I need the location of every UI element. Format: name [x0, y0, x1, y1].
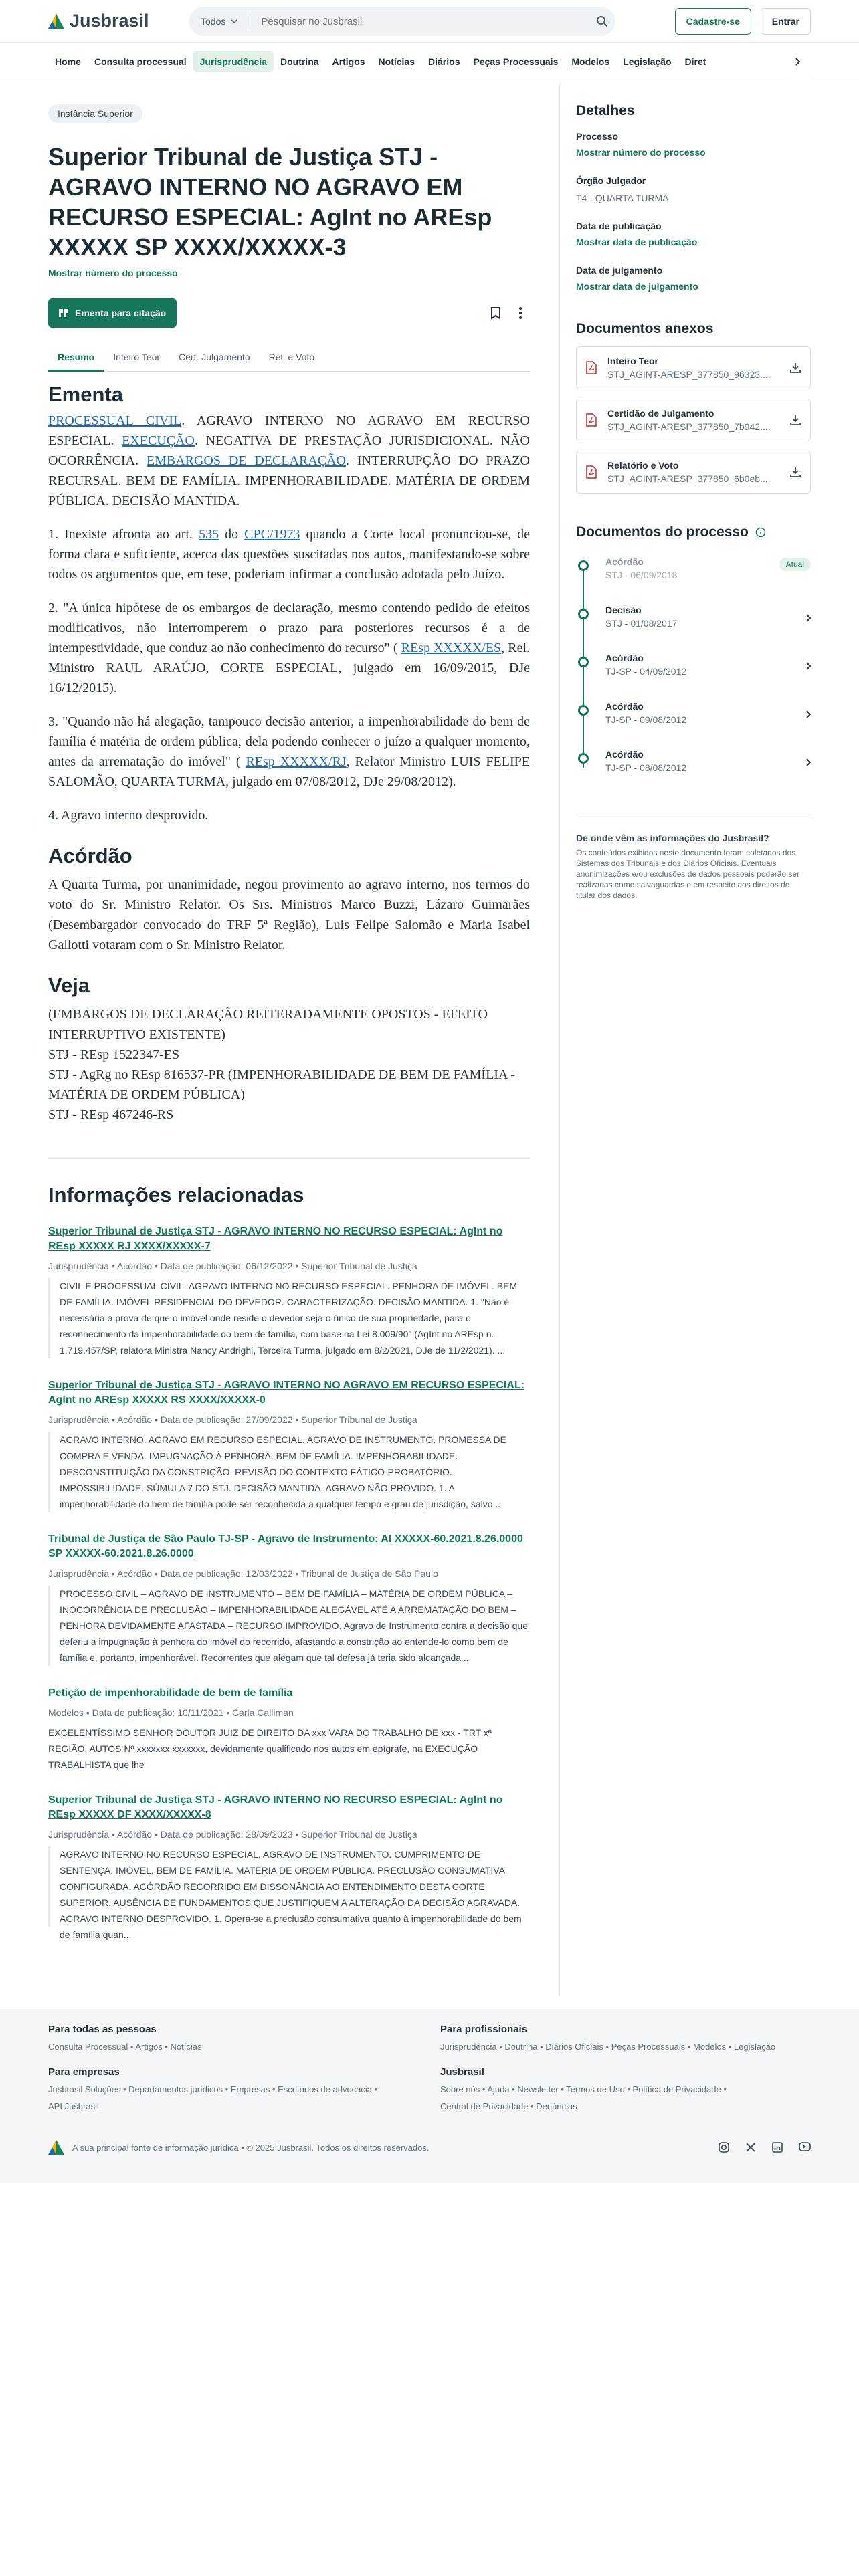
footer-bottom	[48, 2140, 811, 2155]
nav-modelos[interactable]: Modelos	[571, 56, 610, 67]
x-twitter-icon[interactable]	[745, 2142, 756, 2153]
youtube-icon[interactable]	[799, 2142, 811, 2151]
related-item-meta: Jurisprudência • Acórdão • Data de publicação: 06/12/2022 • Superior Tribunal de Justiça	[48, 1261, 417, 1271]
search-icon[interactable]	[589, 15, 615, 27]
current-badge: Atual	[779, 558, 811, 571]
related-item	[48, 1686, 530, 1773]
ementa-body	[48, 411, 530, 825]
quote-icon	[59, 309, 68, 317]
footer-business	[48, 2066, 377, 2111]
attachment-item[interactable]	[576, 346, 811, 389]
legal-link[interactable]: EXECUÇÃO	[122, 433, 195, 448]
tab-cert-julgamento[interactable]: Cert. Julgamento	[179, 351, 250, 362]
timeline-item-name: Acórdão	[605, 653, 644, 663]
attachment-name: Relatório e Voto	[607, 460, 679, 471]
orgao-label: Órgão Julgador	[576, 175, 646, 186]
linkedin-icon[interactable]	[772, 2142, 783, 2153]
timeline-item-sub: TJ-SP - 04/09/2012	[605, 666, 687, 677]
footer-people	[48, 2024, 201, 2052]
footer-links[interactable]: Jurisprudência • Doutrina • Diários Oficiais • Peças Processuais • Modelos • Legislação	[440, 2042, 776, 2052]
related-item	[48, 1378, 530, 1512]
related-item-title[interactable]: Tribunal de Justiça de São Paulo TJ-SP - Agravo de Instrumento: AI XXXXX-60.2021.8.26.0000 SP XXXXX-60.2021.8.26.0000	[48, 1533, 523, 1560]
timeline-dot	[578, 705, 589, 716]
orgao-value: T4 - QUARTA TURMA	[576, 193, 669, 203]
legal-link[interactable]: PROCESSUAL CIVIL	[48, 413, 182, 428]
download-icon[interactable]	[790, 415, 801, 425]
timeline-item[interactable]	[576, 749, 811, 797]
ementa-text: 1. Inexiste afronta ao art.	[48, 527, 193, 542]
chevron-right-icon	[805, 614, 811, 622]
nav-jurisprudencia[interactable]: Jurisprudência	[193, 51, 274, 72]
nav-scroll-right-icon[interactable]	[784, 43, 811, 80]
footer-heading: Para todas as pessoas	[48, 2024, 157, 2035]
main-nav	[0, 43, 859, 80]
search-scope-value: Todos	[201, 16, 226, 27]
nav-artigos[interactable]: Artigos	[332, 56, 365, 67]
related-item	[48, 1224, 530, 1358]
timeline-item[interactable]	[576, 653, 811, 701]
veja-item: STJ - AgRg no REsp 816537-PR (IMPENHORABILIDADE DE BEM DE FAMÍLIA - MATÉRIA DE ORDEM PÚBLICA)	[48, 1067, 515, 1102]
timeline-item[interactable]	[576, 701, 811, 749]
attachment-name: Inteiro Teor	[607, 356, 658, 366]
ementa-text: . INTERRUPÇÃO DO PRAZO RECURSAL. BEM DE FAMÍLIA. IMPENHORABILIDADE. MATÉRIA DE ORDEM PÚBLICA. DECISÃO MANTIDA.	[48, 453, 531, 508]
download-icon[interactable]	[790, 467, 801, 477]
show-judgment-date-link[interactable]: Mostrar data de julgamento	[576, 281, 698, 292]
related-item-snippet: PROCESSO CIVIL – AGRAVO DE INSTRUMENTO – BEM DE FAMÍLIA – MATÉRIA DE ORDEM PÚBLICA – INOCORRÊNCIA DE PRECLUSÃO – IMPENHORABILIDADE ALEGÁVEL ATÉ A ARREMATAÇÃO DO BEM – PENHORA DEVIDAMENTE AFASTADA – RECURSO IMPROVIDO. Agravo de Instrumento contra a decisão que deferiu a impugnação à penhora do imóvel do recorrido, afastando a constrição ao entende-lo como bem de família e, portanto, impenhorável. Recorrentes que alegam que tal defesa já teria sido alcançada...	[48, 1586, 530, 1666]
chevron-right-icon	[805, 662, 811, 670]
page-title: Superior Tribunal de Justiça STJ - AGRAVO INTERNO NO AGRAVO EM RECURSO ESPECIAL: AgInt no AREsp XXXXX SP XXXX/XXXXX-3	[48, 143, 492, 261]
cite-ementa-button[interactable]	[48, 298, 177, 328]
bookmark-icon[interactable]	[491, 307, 500, 319]
ementa-text: quando a Corte local pronunciou-se, de forma clara e suficiente, acerca das questões suscitadas nos autos, manifestando-se sobre todos os argumentos que, em tese, poderiam infirmar a conclusão adotada pelo Juízo.	[48, 527, 530, 582]
veja-item: STJ - REsp 1522347-ES	[48, 1047, 180, 1062]
nav-home[interactable]: Home	[55, 56, 81, 67]
login-button[interactable]: Entrar	[761, 8, 811, 35]
related-item-snippet: AGRAVO INTERNO. AGRAVO EM RECURSO ESPECIAL. AGRAVO DE INSTRUMENTO. PROMESSA DE COMPRA E VENDA. IMPUGNAÇÃO À PENHORA. BEM DE FAMÍLIA. IMPENHORABILIDADE. DESCONSTITUIÇÃO DA CONSTRIÇÃO. REVISÃO DO CONTEXTO FÁTICO-PROBATÓRIO. IMPOSSIBILIDADE. SÚMULA 7 DO STJ. DECISÃO MANTIDA. AGRAVO NÃO PROVIDO. 1. A impenhorabilidade do bem de família pode ser reconhecida a qualquer tempo e grau de jurisdição, salvo...	[48, 1432, 530, 1512]
veja-item: (EMBARGOS DE DECLARAÇÃO REITERADAMENTE OPOSTOS - EFEITO INTERRUPTIVO EXISTENTE)	[48, 1007, 488, 1042]
footer-professionals	[440, 2024, 775, 2052]
timeline-item-name: Decisão	[605, 605, 642, 615]
acordao-heading: Acórdão	[48, 844, 132, 867]
timeline-item	[576, 556, 811, 605]
nav-pecas-processuais[interactable]: Peças Processuais	[473, 56, 559, 67]
document-tabs	[48, 342, 530, 372]
attachment-item[interactable]	[576, 451, 811, 494]
attachment-filename: STJ_AGINT-ARESP_377850_6b0eb....	[607, 473, 771, 484]
cite-ementa-label: Ementa para citação	[75, 308, 167, 318]
divider	[48, 1158, 530, 1159]
ementa-text: 2. "A única hipótese de os embargos de declaração, mesmo contendo pedido de efeitos modificativos, não interromperem o prazo para posteriores recursos é a de intempestividade, que conduz ao não conhecimento do recurso" (	[48, 601, 530, 655]
legal-link[interactable]: CPC/1973	[244, 527, 300, 542]
ementa-paragraph: 4. Agravo interno desprovido.	[48, 808, 209, 823]
chevron-right-icon	[805, 710, 811, 718]
chevron-down-icon	[231, 19, 237, 23]
nav-doutrina[interactable]: Doutrina	[280, 56, 319, 67]
pdf-file-icon	[586, 465, 597, 479]
ementa-text: , Relator Ministro LUIS FELIPE SALOMÃO, QUARTA TURMA, julgado em 07/08/2012, DJe 29/08/2012).	[48, 754, 530, 789]
search-bar	[189, 7, 615, 36]
more-options-icon[interactable]	[519, 307, 522, 319]
instance-badge: Instância Superior	[48, 104, 142, 123]
timeline-item-name: Acórdão	[605, 749, 644, 760]
ementa-text: . AGRAVO INTERNO NO AGRAVO EM RECURSO ESPECIAL.	[48, 413, 530, 448]
chevron-right-icon	[805, 758, 811, 766]
ementa-text: do	[225, 527, 239, 542]
timeline-item-sub: STJ - 01/08/2017	[605, 618, 678, 629]
nav-consulta-processual[interactable]: Consulta processual	[94, 56, 187, 67]
attachment-item[interactable]	[576, 399, 811, 441]
process-docs-title: Documentos do processo	[576, 524, 749, 540]
veja-item: STJ - REsp 467246-RS	[48, 1107, 174, 1122]
related-item-title[interactable]: Superior Tribunal de Justiça STJ - AGRAVO INTERNO NO AGRAVO EM RECURSO ESPECIAL: AgInt no AREsp XXXXX RS XXXX/XXXXX-0	[48, 1380, 525, 1406]
nav-diretorio[interactable]: Diret	[684, 56, 706, 67]
tab-resumo[interactable]: Resumo	[48, 342, 104, 371]
legal-link[interactable]: 535	[199, 527, 219, 542]
ementa-paragraph	[48, 712, 530, 792]
nav-noticias[interactable]: Notícias	[378, 56, 415, 67]
judgment-date-label: Data de julgamento	[576, 265, 663, 276]
pdf-file-icon	[586, 413, 597, 427]
timeline-item[interactable]	[576, 605, 811, 653]
veja-heading: Veja	[48, 974, 90, 997]
show-process-number-link[interactable]: Mostrar número do processo	[48, 267, 178, 278]
ementa-paragraph	[48, 411, 530, 511]
attachment-filename: STJ_AGINT-ARESP_377850_96323....	[607, 369, 771, 380]
timeline-dot	[578, 609, 589, 619]
download-icon[interactable]	[790, 362, 801, 373]
ementa-paragraph	[48, 598, 530, 698]
brand-logo[interactable]	[48, 11, 149, 31]
legal-link[interactable]: REsp XXXXX/RJ	[246, 754, 347, 769]
related-item-meta: Jurisprudência • Acórdão • Data de publicação: 12/03/2022 • Tribunal de Justiça de São Paulo	[48, 1568, 438, 1579]
footer	[0, 2009, 859, 2183]
publication-date-label: Data de publicação	[576, 221, 662, 231]
data-source-text: Os conteúdos exibidos neste documento foram coletados dos Sistemas dos Tribunais e dos Diários Oficiais. Eventuais anonimizações e/ou exclusões de dados pessoais poderão ser realizadas como salvaguardas e em respeito aos direitos do titular dos dados.	[576, 848, 800, 900]
main-content	[48, 104, 531, 1940]
related-item-meta: Modelos • Data de publicação: 10/11/2021 • Carla Calliman	[48, 1707, 294, 1718]
footer-links[interactable]: Jusbrasil Soluções • Departamentos jurídicos • Empresas • Escritórios de advocacia •	[48, 2084, 378, 2095]
timeline-item-sub: STJ - 06/09/2018	[605, 570, 678, 580]
attachment-filename: STJ_AGINT-ARESP_377850_7b942....	[607, 421, 771, 432]
legal-link[interactable]: EMBARGOS DE DECLARAÇÃO	[146, 453, 347, 468]
timeline-item-name: Acórdão	[605, 701, 644, 712]
related-item	[48, 1793, 530, 1940]
related-item-snippet: CIVIL E PROCESSUAL CIVIL. AGRAVO INTERNO NO RECURSO ESPECIAL. PENHORA DE IMÓVEL. BEM DE FAMÍLIA. IMÓVEL RESIDENCIAL DO DEVEDOR. CARACTERIZAÇÃO. DECISÃO MANTIDA. 1. "Não é necessária a prova de que o imóvel onde reside o devedor seja o único de sua propriedade, para o reconhecimento da impenhorabilidade do bem de família, com base na Lei 8.009/90" (AgInt no AREsp n. 1.719.457/SP, relatora Ministra Nancy Andrighi, Terceira Turma, julgado em 8/2/2021, DJe de 11/2/2021). ...	[48, 1278, 530, 1358]
footer-jusbrasil	[440, 2066, 727, 2111]
legal-link[interactable]: REsp XXXXX/ES	[401, 641, 502, 655]
footer-links[interactable]: Sobre nós • Ajuda • Newsletter • Termos de Uso • Política de Privacidade •	[440, 2084, 727, 2095]
ementa-text: , Rel. Ministro RAUL ARAÚJO, CORTE ESPECIAL, julgado em 16/09/2015, DJe 16/12/2015).	[48, 641, 531, 695]
show-publication-date-link[interactable]: Mostrar data de publicação	[576, 237, 698, 247]
related-item-snippet: EXCELENTÍSSIMO SENHOR DOUTOR JUIZ DE DIREITO DA xxx VARA DO TRABALHO DE xxx - TRT xª REGIÃO. AUTOS Nº xxxxxxx xxxxxxx, devidamente qualificado nos autos em epígrafe, na EXECUÇÃO TRABALHISTA que lhe	[48, 1727, 492, 1770]
related-item-snippet: AGRAVO INTERNO NO RECURSO ESPECIAL. AGRAVO DE INSTRUMENTO. CUMPRIMENTO DE SENTENÇA. IMÓVEL. BEM DE FAMÍLIA. MATÉRIA DE ORDEM PÚBLICA. PRECLUSÃO CONSUMATIVA CONFIGURADA. ACÓRDÃO RECORRIDO EM DISSONÂNCIA AO ENTENDIMENTO DESTA CORTE SUPERIOR. AUSÊNCIA DE FUNDAMENTOS QUE JUSTIFIQUEM A ALTERAÇÃO DA DECISÃO AGRAVADA. AGRAVO INTERNO DESPROVIDO. 1. Opera-se a preclusão consumativa quanto à impenhorabilidade do bem de família quan...	[48, 1846, 530, 1927]
timeline-item-sub: TJ-SP - 08/08/2012	[605, 762, 687, 773]
timeline-item-sub: TJ-SP - 09/08/2012	[605, 714, 687, 725]
jusbrasil-logo-icon	[48, 2140, 64, 2155]
process-docs-heading	[576, 524, 811, 540]
acordao-body: A Quarta Turma, por unanimidade, negou provimento ao agravo interno, nos termos do voto do Sr. Ministro Relator. Os Srs. Ministros Marco Buzzi, Lázaro Guimarães (Desembargador convocado do TRF 5ª Região), Luis Felipe Salomão e Maria Isabel Gallotti votaram com o Sr. Ministro Relator.	[48, 877, 530, 952]
sidebar	[559, 83, 811, 1996]
jusbrasil-logo-icon	[48, 14, 64, 29]
tab-inteiro-teor[interactable]: Inteiro Teor	[113, 351, 161, 362]
timeline-dot	[578, 753, 589, 764]
related-item-title[interactable]: Petição de impenhorabilidade de bem de família	[48, 1687, 293, 1699]
brand-name: Jusbrasil	[70, 11, 149, 31]
instagram-icon[interactable]	[719, 2142, 729, 2153]
ementa-text: 3. "Quando não há alegação, tampouco decisão anterior, a impenhorabilidade do bem de família é matéria de ordem pública, dela podendo conhecer o juízo a qualquer momento, antes da arrematação do imóvel" (	[48, 714, 530, 769]
footer-heading: Jusbrasil	[440, 2066, 484, 2078]
top-bar	[0, 0, 859, 43]
tab-rel-voto[interactable]: Rel. e Voto	[268, 351, 315, 362]
ementa-heading: Ementa	[48, 383, 123, 406]
search-scope-select[interactable]	[189, 13, 250, 29]
nav-diarios[interactable]: Diários	[428, 56, 460, 67]
process-timeline	[576, 556, 811, 797]
timeline-dot	[578, 560, 589, 571]
veja-list	[48, 1004, 530, 1125]
ementa-paragraph	[48, 524, 530, 584]
copyright-text: A sua principal fonte de informação jurídica • © 2025 Jusbrasil. Todos os direitos reservados.	[72, 2142, 430, 2153]
footer-links[interactable]: Central de Privacidade • Denúncias	[440, 2101, 577, 2111]
pdf-file-icon	[586, 361, 597, 374]
footer-links[interactable]: API Jusbrasil	[48, 2101, 99, 2111]
related-item	[48, 1532, 530, 1666]
footer-heading: Para empresas	[48, 2066, 120, 2078]
related-heading: Informações relacionadas	[48, 1183, 304, 1206]
timeline-dot	[578, 657, 589, 667]
attachment-name: Certidão de Julgamento	[607, 408, 714, 419]
footer-links[interactable]: Consulta Processual • Artigos • Notícias	[48, 2042, 202, 2052]
search-input[interactable]	[250, 16, 589, 27]
footer-heading: Para profissionais	[440, 2024, 528, 2035]
details-heading: Detalhes	[576, 103, 635, 118]
related-item-title[interactable]: Superior Tribunal de Justiça STJ - AGRAVO INTERNO NO RECURSO ESPECIAL: AgInt no REsp XXXXX DF XXXX/XXXXX-8	[48, 1794, 503, 1820]
attachments-heading: Documentos anexos	[576, 321, 714, 336]
related-item-meta: Jurisprudência • Acórdão • Data de publicação: 27/09/2022 • Superior Tribunal de Justiça	[48, 1414, 417, 1425]
processo-label: Processo	[576, 131, 619, 142]
timeline-item-name: Acórdão	[605, 556, 644, 567]
data-source-title: De onde vêm as informações do Jusbrasil?	[576, 833, 769, 843]
ementa-text: . NEGATIVA DE PRESTAÇÃO JURISDICIONAL. NÃO OCORRÊNCIA.	[48, 433, 530, 468]
nav-legislacao[interactable]: Legislação	[623, 56, 672, 67]
show-process-link[interactable]: Mostrar número do processo	[576, 147, 706, 158]
signup-button[interactable]: Cadastre-se	[675, 8, 751, 35]
related-item-title[interactable]: Superior Tribunal de Justiça STJ - AGRAVO INTERNO NO RECURSO ESPECIAL: AgInt no REsp XXXXX RJ XXXX/XXXXX-7	[48, 1226, 503, 1252]
info-icon[interactable]	[755, 527, 766, 538]
action-bar	[48, 298, 530, 328]
related-item-meta: Jurisprudência • Acórdão • Data de publicação: 28/09/2023 • Superior Tribunal de Justiça	[48, 1829, 417, 1840]
